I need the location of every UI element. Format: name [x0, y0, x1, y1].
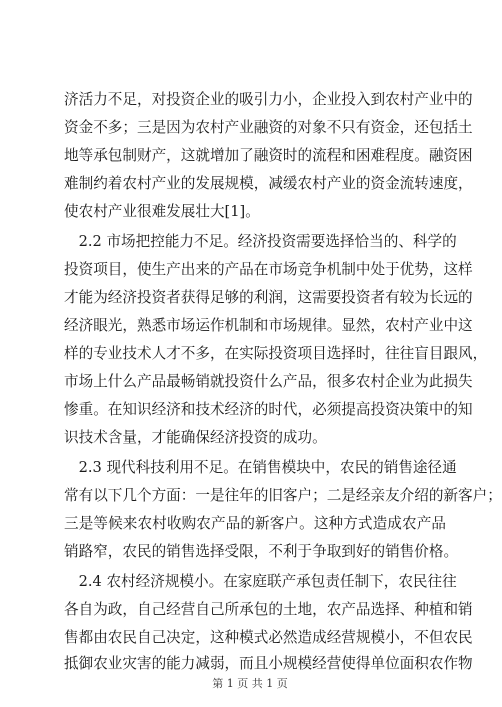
text-line: 各自为政，自己经营自己所承包的土地，农产品选择、种植和销: [64, 601, 473, 618]
text-line: 使农村产业很难发展壮大[1]。: [64, 203, 260, 220]
text-line: 三是等候来农村收购农产品的新客户。这种方式造成农产品: [64, 515, 446, 532]
page-footer: 第 1 页 共 1 页: [212, 677, 288, 690]
text-line: 2.2 市场把控能力不足。经济投资需要选择恰当的、科学的: [64, 233, 457, 250]
text-line: 常有以下几个方面：一是往年的旧客户；二是经亲友介绍的新客户；: [64, 487, 502, 504]
text-line: 销路窄，农民的销售选择受限，不利于争取到好的销售价格。: [64, 543, 459, 560]
text-line: 识技术含量，才能确保经济投资的成功。: [64, 429, 327, 446]
text-line: 资金不多；三是因为农村产业融资的对象不只有资金，还包括土: [64, 119, 473, 136]
text-line: 经济眼光，熟悉市场运作机制和市场规律。显然，农村产业中这: [64, 317, 473, 334]
text-line: 地等承包制财产，这就增加了融资时的流程和困难程度。融资困: [64, 147, 473, 164]
text-line: 投资项目，使生产出来的产品在市场竞争机制中处于优势，这样: [64, 261, 473, 278]
text-line: 2.4 农村经济规模小。在家庭联产承包责任制下，农民往往: [64, 573, 457, 590]
text-line: 市场上什么产品最畅销就投资什么产品，很多农村企业为此损失: [64, 373, 473, 390]
text-line: 售都由农民自己决定，这种模式必然造成经营规模小，不但农民: [64, 629, 473, 646]
text-line: 抵御农业灾害的能力减弱，而且小规模经营使得单位面积农作物: [64, 655, 473, 672]
text-line: 难制约着农村产业的发展规模，减缓农村产业的资金流转速度，: [64, 175, 473, 192]
text-line: 样的专业技术人才不多，在实际投资项目选择时，往往盲目跟风，: [64, 345, 488, 362]
text-line: 济活力不足，对投资企业的吸引力小，企业投入到农村产业中的: [64, 91, 473, 108]
text-line: 才能为经济投资者获得足够的利润，这需要投资者有较为长远的: [64, 289, 473, 306]
text-line: 2.3 现代科技利用不足。在销售模块中，农民的销售途径通: [64, 459, 457, 476]
text-line: 惨重。在知识经济和技术经济的时代，必须提高投资决策中的知: [64, 401, 473, 418]
